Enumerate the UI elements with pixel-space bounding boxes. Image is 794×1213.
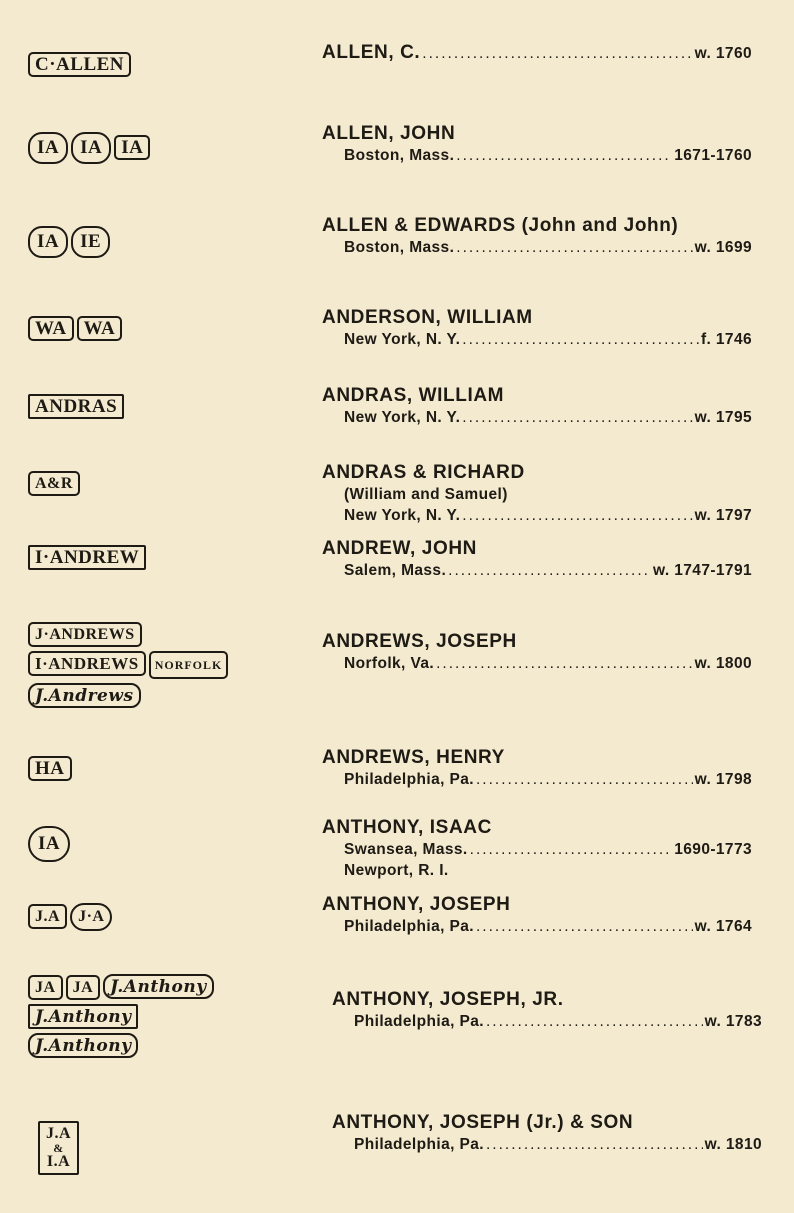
mark-line: I.A (46, 1153, 71, 1170)
touch-mark: IA (71, 132, 111, 164)
mark-line: & (53, 1141, 64, 1155)
maker-location: New York, N. Y. (344, 507, 461, 524)
maker-marks (28, 974, 298, 1062)
maker-name: ANDREWS, HENRY (322, 747, 505, 768)
maker-marks (28, 756, 298, 785)
maker-location: New York, N. Y. (344, 409, 461, 426)
maker-name: ANDREWS, JOSEPH (322, 631, 517, 652)
maker-location: New York, N. Y. (344, 331, 461, 348)
mark-line: J.A (46, 1125, 72, 1142)
maker-date: f. 1746 (700, 331, 752, 348)
maker-marks (28, 394, 298, 423)
touch-mark: JA (28, 975, 63, 1000)
location-line (332, 1011, 762, 1032)
touch-mark: J.Andrews (28, 683, 141, 708)
touch-mark: A&R (28, 471, 80, 496)
leader-dots (486, 1134, 703, 1155)
maker-date: 1690-1773 (674, 841, 752, 858)
maker-partners: (William and Samuel) (344, 486, 508, 503)
maker-date: w. 1760 (694, 45, 752, 62)
location-line (322, 145, 752, 166)
maker-location: Salem, Mass. (344, 562, 447, 579)
touch-mark: ANDRAS (28, 394, 124, 419)
maker-marks (28, 471, 298, 500)
maker-date: w. 1747-1791 (652, 562, 752, 579)
entry-text (322, 42, 752, 64)
maker-name: ANTHONY, JOSEPH, JR. (332, 989, 564, 1010)
leader-dots (486, 1011, 703, 1032)
leader-dots (462, 407, 692, 428)
entry-text (322, 893, 752, 937)
touch-mark: J·A (70, 903, 112, 931)
maker-marks (28, 226, 298, 262)
location-line (322, 916, 752, 937)
leader-dots (476, 769, 693, 790)
entry-text (322, 746, 752, 790)
maker-marks (28, 903, 298, 935)
maker-location: Philadelphia, Pa. (354, 1013, 484, 1030)
entry-text (332, 1111, 762, 1155)
maker-date: w. 1797 (694, 507, 752, 524)
maker-location: Philadelphia, Pa. (354, 1136, 484, 1153)
maker-marks (28, 132, 298, 168)
name-line (322, 42, 752, 64)
entry-text (322, 630, 752, 674)
maker-date: w. 1764 (694, 918, 752, 935)
touch-mark: J.Anthony (28, 1033, 138, 1058)
maker-name: ANDRAS, WILLIAM (322, 385, 505, 406)
touch-mark: WA (77, 316, 123, 341)
entry-text (322, 214, 752, 258)
maker-name: ALLEN & EDWARDS (John and John) (322, 215, 679, 236)
touch-mark: IA (28, 226, 68, 258)
maker-name: ALLEN, C. (322, 42, 421, 63)
location-line (322, 653, 752, 674)
leader-dots (462, 329, 699, 350)
touch-mark: WA (28, 316, 74, 341)
maker-marks (28, 52, 298, 81)
maker-marks (38, 1121, 308, 1179)
leader-dots (422, 43, 692, 64)
maker-location: Swansea, Mass. (344, 841, 468, 858)
maker-date: w. 1798 (694, 771, 752, 788)
entry-text (322, 816, 752, 881)
maker-date: 1671-1760 (674, 147, 752, 164)
entry-text (322, 122, 752, 166)
leader-dots (436, 653, 693, 674)
touch-mark: JA (66, 975, 101, 1000)
maker-location: Norfolk, Va. (344, 655, 435, 672)
touch-mark: C·ALLEN (28, 52, 131, 77)
touch-mark: J·ANDREWS (28, 622, 142, 647)
maker-marks (28, 545, 298, 574)
touch-mark: IA (28, 132, 68, 164)
maker-date: w. 1810 (704, 1136, 762, 1153)
location-line (322, 407, 752, 428)
maker-name: ALLEN, JOHN (322, 123, 456, 144)
maker-name: ANTHONY, JOSEPH (322, 894, 511, 915)
maker-date: w. 1783 (704, 1013, 762, 1030)
touch-mark (38, 1121, 79, 1175)
maker-name: ANDERSON, WILLIAM (322, 307, 533, 328)
leader-dots (456, 237, 692, 258)
touch-mark: J.Anthony (28, 1004, 138, 1029)
maker-name: ANTHONY, ISAAC (322, 817, 492, 838)
maker-date: w. 1800 (694, 655, 752, 672)
maker-date: w. 1699 (694, 239, 752, 256)
location-line (322, 329, 752, 350)
maker-marks (28, 826, 298, 866)
entry-text (322, 537, 752, 581)
touch-mark: J.Anthony (103, 974, 213, 999)
entry-text (322, 306, 752, 350)
maker-marks (28, 316, 298, 345)
maker-name: ANDRAS & RICHARD (322, 462, 525, 483)
touch-mark: IA (28, 826, 70, 862)
leader-dots (462, 505, 692, 526)
maker-marks (28, 622, 298, 712)
entry-text (322, 461, 752, 526)
location-line (332, 1134, 762, 1155)
leader-dots (456, 145, 672, 166)
leader-dots (476, 916, 693, 937)
touch-mark: IA (114, 135, 150, 160)
maker-location: Philadelphia, Pa. (344, 771, 474, 788)
maker-name: ANTHONY, JOSEPH (Jr.) & SON (332, 1112, 634, 1133)
touch-mark: I·ANDREW (28, 545, 146, 570)
maker-location: Philadelphia, Pa. (344, 918, 474, 935)
touch-mark: HA (28, 756, 72, 781)
leader-dots (470, 839, 673, 860)
touch-mark: IE (71, 226, 110, 258)
location-line (322, 560, 752, 581)
maker-date: w. 1795 (694, 409, 752, 426)
location-line (322, 839, 752, 860)
touch-mark: NORFOLK (149, 651, 229, 679)
touch-mark: J.A (28, 904, 67, 929)
touch-mark: I·ANDREWS (28, 651, 146, 676)
location-line (322, 769, 752, 790)
leader-dots (448, 560, 651, 581)
maker-location: Boston, Mass. (344, 239, 455, 256)
location-line (322, 505, 752, 526)
location-line (322, 237, 752, 258)
maker-name: ANDREW, JOHN (322, 538, 477, 559)
maker-location-secondary: Newport, R. I. (344, 862, 449, 879)
entry-text (322, 384, 752, 428)
entry-text (332, 988, 762, 1032)
maker-location: Boston, Mass. (344, 147, 455, 164)
